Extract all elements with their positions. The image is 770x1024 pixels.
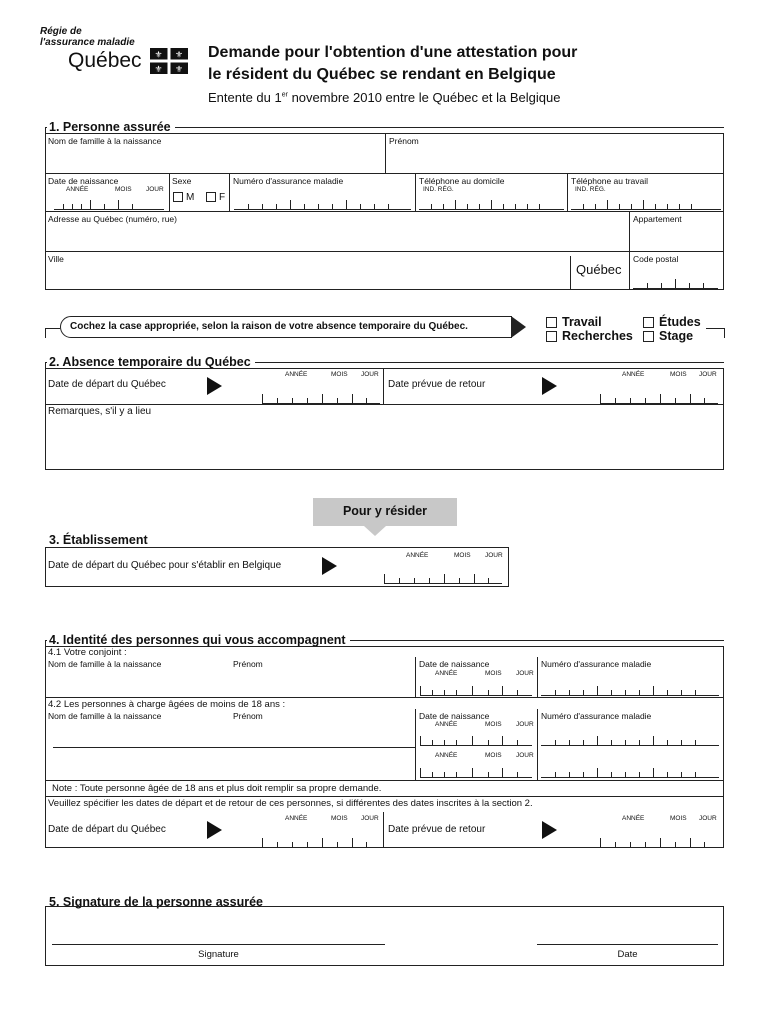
reason-work-checkbox[interactable] (546, 317, 557, 328)
city-label: Ville (48, 254, 64, 264)
section4-heading: 4. Identité des personnes qui vous accompagnent (47, 633, 350, 647)
dependent2-name-field[interactable] (48, 752, 410, 774)
companions-return-field[interactable] (600, 839, 718, 848)
specify-dates-note: Veuillez spécifier les dates de départ et de retour de ces personnes, si différentes des dates inscrites à la section 2. (48, 798, 533, 809)
sex-male-checkbox[interactable] (173, 192, 183, 202)
form-subtitle: Entente du 1er novembre 2010 entre le Québec et la Belgique (208, 90, 561, 105)
reason-internship-checkbox[interactable] (643, 331, 654, 342)
svg-text:⚜: ⚜ (174, 50, 184, 61)
last-name-field[interactable] (46, 148, 384, 172)
birth-date-field[interactable] (54, 201, 164, 210)
org-line1: Régie de (40, 26, 82, 37)
health-number-label: Numéro d'assurance maladie (233, 176, 344, 186)
work-phone-field[interactable] (571, 201, 721, 210)
spouse-birth-date-field[interactable] (420, 687, 532, 696)
reason-studies-label: Études (659, 315, 701, 329)
dependents-label: 4.2 Les personnes à charge âgées de moins de 18 ans : (48, 699, 286, 710)
postal-code-field[interactable] (633, 280, 718, 289)
remarks-label: Remarques, s'il y a lieu (48, 406, 152, 417)
arrow-right-icon (207, 821, 222, 839)
svg-text:⚜: ⚜ (154, 50, 163, 61)
dependent2-birth-date-field[interactable] (420, 769, 532, 778)
form-title-line2: le résident du Québec se rendant en Belgique (208, 66, 556, 83)
spouse-label: 4.1 Votre conjoint : (48, 647, 127, 658)
sex-label: Sexe (172, 176, 192, 186)
signature-label: Signature (198, 949, 239, 960)
reason-research-checkbox[interactable] (546, 331, 557, 342)
org-line2: l'assurance maladie (40, 37, 135, 48)
svg-text:⚜: ⚜ (154, 65, 163, 74)
org-name: Québec (68, 49, 142, 72)
last-name-label: Nom de famille à la naissance (48, 136, 162, 146)
signature-date-field[interactable] (537, 915, 718, 943)
address-field[interactable] (46, 226, 628, 250)
dependent2-health-number-field[interactable] (541, 769, 719, 778)
establish-departure-field[interactable] (384, 575, 502, 584)
first-name-field[interactable] (386, 148, 723, 172)
reason-work-label: Travail (562, 315, 602, 329)
section1-heading: 1. Personne assurée (47, 120, 175, 134)
establish-departure-label: Date de départ du Québec pour s'établir en Belgique (48, 560, 282, 571)
remarks-field[interactable] (46, 420, 723, 468)
departure-date-field[interactable] (262, 395, 380, 404)
postal-code-label: Code postal (633, 254, 679, 264)
departure-date-label: Date de départ du Québec (48, 379, 166, 390)
companions-departure-field[interactable] (262, 839, 380, 848)
form-title-line1: Demande pour l'obtention d'une attestation pour (208, 44, 578, 61)
reason-research-label: Recherches (562, 329, 633, 343)
first-name-label: Prénom (389, 136, 419, 146)
section5-heading: 5. Signature de la personne assurée (47, 895, 267, 909)
dependent1-birth-date-field[interactable] (420, 737, 532, 746)
apartment-field[interactable] (630, 226, 723, 250)
sex-female-checkbox[interactable] (206, 192, 216, 202)
date-label: Date (617, 949, 638, 960)
city-field[interactable] (46, 266, 566, 288)
home-phone-label: Téléphone au domicile (419, 176, 505, 186)
reason-instruction: Cochez la case appropriée, selon la raison de votre absence temporaire du Québec. (70, 321, 468, 332)
svg-text:⚜: ⚜ (174, 65, 184, 74)
spouse-last-name-field[interactable] (48, 672, 228, 694)
org-logo (40, 26, 190, 76)
age-note: Note : Toute personne âgée de 18 ans et plus doit remplir sa propre demande. (52, 783, 382, 794)
fleur-de-lis-flag-icon (150, 48, 188, 74)
reason-internship-label: Stage (659, 329, 694, 343)
home-phone-field[interactable] (419, 201, 564, 210)
reason-studies-checkbox[interactable] (643, 317, 654, 328)
arrow-right-icon (542, 377, 557, 395)
birth-date-label: Date de naissance (48, 176, 119, 186)
work-phone-label: Téléphone au travail (571, 176, 649, 186)
dependent1-name-field[interactable] (48, 724, 410, 746)
address-label: Adresse au Québec (numéro, rue) (48, 214, 177, 224)
spouse-health-number-field[interactable] (541, 687, 719, 696)
dependent1-health-number-field[interactable] (541, 737, 719, 746)
spouse-first-name-field[interactable] (233, 672, 411, 694)
section2-heading: 2. Absence temporaire du Québec (47, 355, 255, 369)
section3-heading: 3. Établissement (47, 533, 152, 547)
arrow-right-icon (542, 821, 557, 839)
arrow-right-icon (322, 557, 337, 575)
return-date-label: Date prévue de retour (388, 379, 486, 390)
health-number-field[interactable] (234, 201, 411, 210)
residence-banner-label: Pour y résider (342, 504, 428, 518)
province-label: Québec (576, 262, 622, 277)
arrow-right-icon (207, 377, 222, 395)
return-date-field[interactable] (600, 395, 718, 404)
apartment-label: Appartement (633, 214, 682, 224)
signature-field[interactable] (52, 915, 385, 943)
